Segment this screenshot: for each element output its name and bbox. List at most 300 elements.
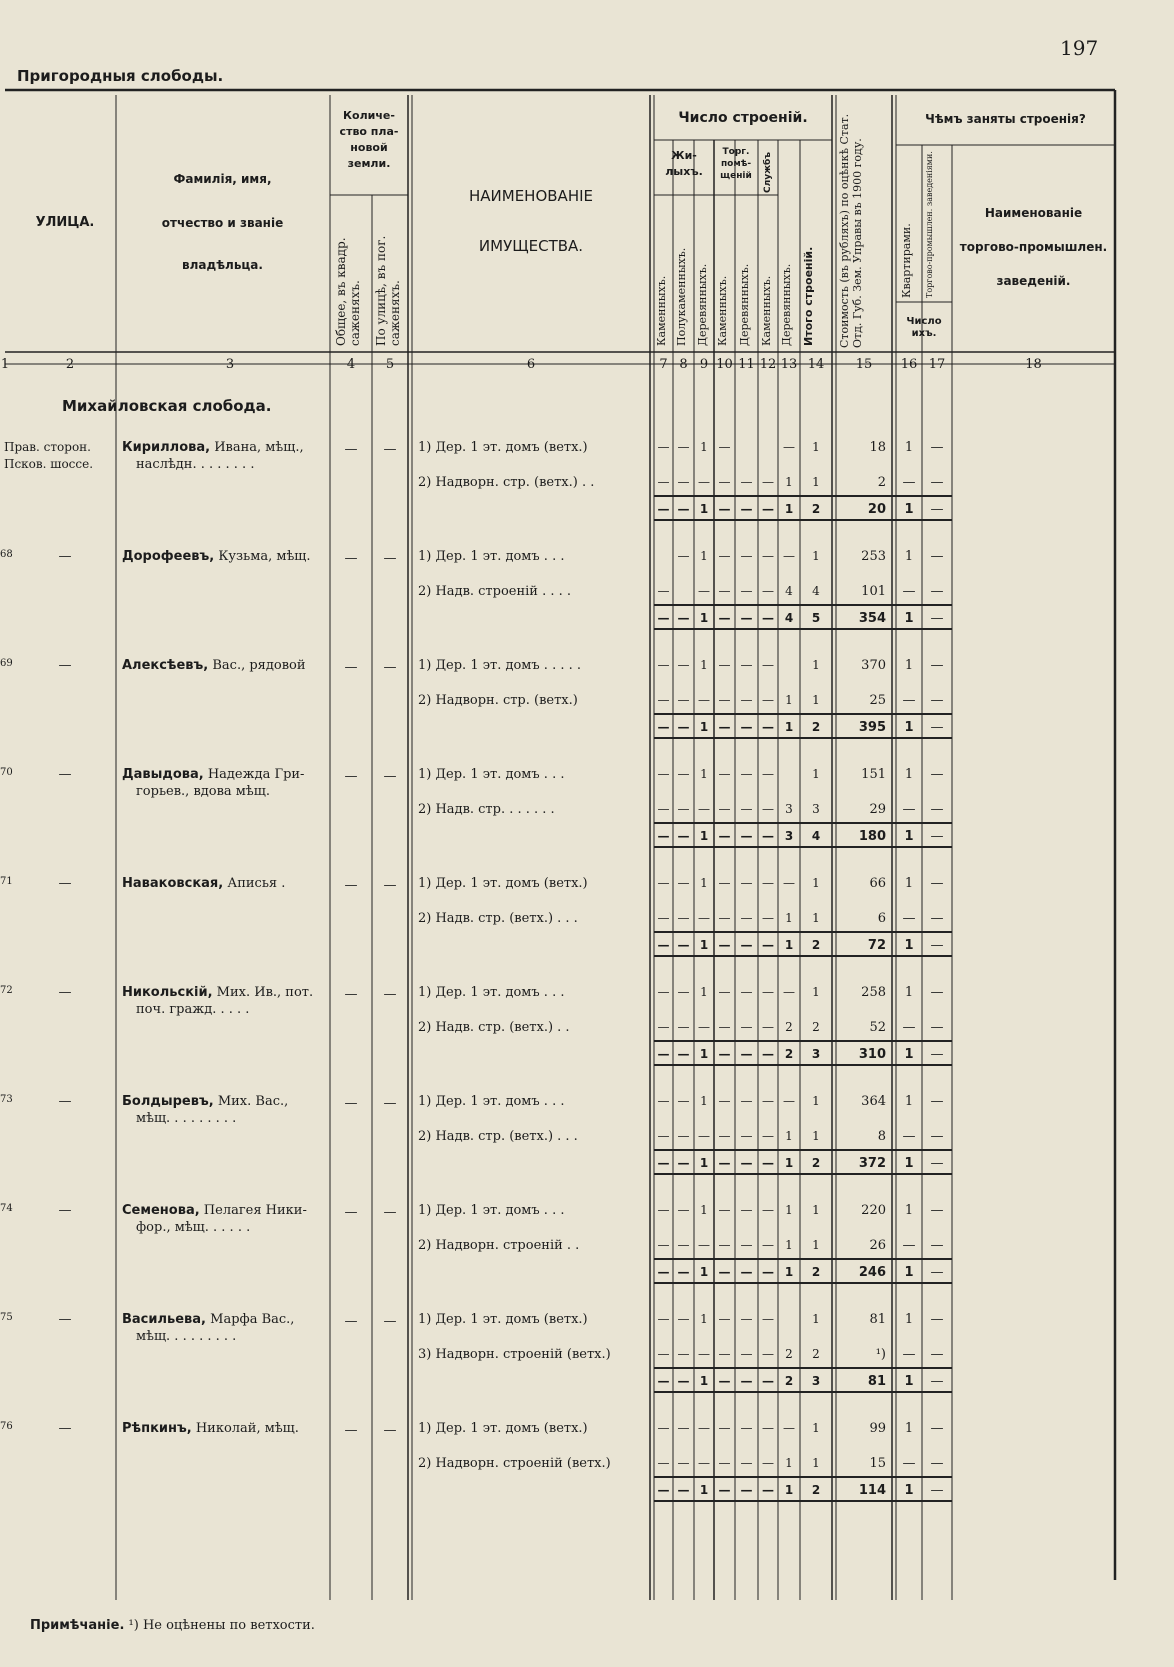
entry-total-col: 1 <box>784 720 794 734</box>
entry-item-col: 2 <box>785 1347 793 1361</box>
entry-land-total: — <box>344 987 358 1002</box>
entry-item-name: 1) Дер. 1 эт. домъ . . . . . <box>418 658 582 673</box>
footnote <box>30 1618 315 1633</box>
entry-number: 68 <box>0 549 13 560</box>
entry-item-col: — <box>698 802 710 816</box>
entry-total-col: 1 <box>784 938 794 952</box>
entry-item-col: — <box>740 876 753 890</box>
entry-item-trade: — <box>930 693 944 708</box>
entry-total-col: — <box>657 1047 670 1061</box>
entry-item-name: 1) Дер. 1 эт. домъ . . . <box>418 1203 565 1218</box>
entry-owner-rest: Марфа Вас., <box>206 1312 295 1327</box>
entry-item-value: 364 <box>861 1094 886 1109</box>
entry-item-trade: — <box>930 584 944 599</box>
entry-item-col: — <box>657 475 670 489</box>
entry-item-col: 1 <box>785 1203 793 1217</box>
entry-total-col: 1 <box>699 611 709 625</box>
entry-item-trade: — <box>930 911 944 926</box>
entry-total-col: — <box>677 502 690 516</box>
entry-street-2: Псков. шоссе. <box>4 457 94 471</box>
entry-item-apartments: — <box>902 802 916 817</box>
entry-item-col: — <box>762 1347 774 1361</box>
entry-item-value: 6 <box>877 911 886 926</box>
entry-owner-line2: наслѣдн. . . . . . . . <box>136 457 255 472</box>
entry-total-col: 1 <box>699 720 709 734</box>
entry-total-col: — <box>740 720 753 734</box>
entry-item-col: 1 <box>812 1312 820 1326</box>
column-number: 4 <box>346 357 356 372</box>
entry-owner-rest: Мих. Вас., <box>213 1094 289 1109</box>
entry-item-apartments: — <box>902 1238 916 1253</box>
entry-total-value: 114 <box>858 1483 886 1498</box>
entry-item-value: 253 <box>861 549 886 564</box>
entry-item-apartments: 1 <box>904 985 914 1000</box>
entry-total-col: — <box>718 502 731 516</box>
entry-total-col: 1 <box>699 1156 709 1170</box>
entry-street: — <box>58 1312 72 1327</box>
entry-total-value: 395 <box>858 720 886 735</box>
entry-item-col: — <box>718 693 731 707</box>
entry-street: — <box>58 658 72 673</box>
entry-item-col: — <box>740 1312 753 1326</box>
entry-owner-surname: Алексѣевъ, <box>122 658 209 673</box>
entry-item-col: — <box>718 911 731 925</box>
entry-street: — <box>58 876 72 891</box>
entry-owner <box>122 1312 294 1327</box>
entry-total-col: 3 <box>811 1374 821 1388</box>
column-number: 14 <box>807 357 825 372</box>
header-wooden-1: Деревянныхъ. <box>696 263 709 346</box>
column-number: 17 <box>928 357 946 372</box>
entry-item-name: 2) Надворн. строеній (ветх.) <box>418 1456 611 1471</box>
entry-total-col: — <box>718 1047 731 1061</box>
entry-item-col: — <box>677 475 690 489</box>
entry-item-apartments: 1 <box>904 1203 914 1218</box>
entry-total-col: 1 <box>699 1483 709 1497</box>
entry-total-col: — <box>677 829 690 843</box>
entry-total-col: — <box>677 1047 690 1061</box>
entry-total-col: — <box>762 720 774 734</box>
entry-total-col: — <box>677 611 690 625</box>
entry-item-trade: — <box>930 1238 944 1253</box>
entry-item-apartments: 1 <box>904 658 914 673</box>
entry-owner-rest: Николай, мѣщ. <box>191 1421 299 1436</box>
entry-owner <box>122 440 304 455</box>
entry-item-name: 1) Дер. 1 эт. домъ . . . <box>418 1094 565 1109</box>
entry-item-col: — <box>718 584 731 598</box>
entry-item-col: 1 <box>700 1094 708 1108</box>
footnote-text: ¹) Не оцѣнены по ветхости. <box>124 1618 315 1633</box>
entry-item-col: — <box>740 1421 753 1435</box>
entry-item-col: — <box>677 1347 690 1361</box>
entry-item-trade: — <box>930 1129 944 1144</box>
entry-item-col: — <box>718 1347 731 1361</box>
entry-total-apartments: 1 <box>904 938 914 953</box>
entry-item-col: 2 <box>812 1347 820 1361</box>
entry-item-col: — <box>657 440 670 454</box>
entry-item-value: 2 <box>877 475 886 490</box>
entry-total-col: 1 <box>699 1265 709 1279</box>
entry-item-col: — <box>677 693 690 707</box>
entry-item-trade: — <box>930 1203 944 1218</box>
entry-item-name: 1) Дер. 1 эт. домъ . . . <box>418 767 565 782</box>
entry-item-value: 258 <box>861 985 886 1000</box>
footnote-label: Примѣчаніе. <box>30 1618 125 1633</box>
entry-item-col: — <box>740 475 753 489</box>
entry-item-value: 101 <box>861 584 886 599</box>
entry-street: — <box>58 767 72 782</box>
entry-item-col: 1 <box>812 1203 820 1217</box>
entry-total-col: — <box>740 829 753 843</box>
entry-item-col: — <box>762 549 774 563</box>
entry-owner-line2: фор., мѣщ. . . . . . <box>136 1220 251 1235</box>
entry-street: — <box>58 549 72 564</box>
entry-item-col: — <box>698 693 710 707</box>
header-trade-est: Торгово-промышлен. заведеніями. <box>925 151 934 298</box>
header-stone-1: Каменныхъ. <box>655 275 668 346</box>
entry-total-col: 3 <box>811 1047 821 1061</box>
entry-total-col: 1 <box>784 1265 794 1279</box>
entry-owner-rest: Пелагея Ники- <box>199 1203 307 1218</box>
entry-item-value: 370 <box>861 658 886 673</box>
entry-item-col: — <box>762 658 774 672</box>
entry-total-trade: — <box>930 1265 944 1280</box>
entry-item-col: — <box>762 475 774 489</box>
entry-item-col: — <box>762 1129 774 1143</box>
entry-item-col: — <box>677 876 690 890</box>
entry-item-value: 99 <box>869 1421 886 1436</box>
entry-total-col: 1 <box>784 1156 794 1170</box>
header-land-total: Общее, въ квадр. саженяхъ. <box>334 237 362 346</box>
entry-item-name: 2) Надворн. стр. (ветх.) <box>418 693 578 708</box>
entry-item-col: — <box>698 1421 710 1435</box>
entry-street: — <box>58 985 72 1000</box>
column-number: 9 <box>699 357 709 372</box>
entry-total-col: 1 <box>699 1047 709 1061</box>
entry-item-col: 4 <box>812 584 820 598</box>
entry-item-name: 1) Дер. 1 эт. домъ (ветх.) <box>418 1312 588 1327</box>
entry-total-trade: — <box>930 938 944 953</box>
entry-item-col: — <box>762 876 774 890</box>
entry-item-col: — <box>698 1020 710 1034</box>
entry-total-col: — <box>740 611 753 625</box>
entry-owner-rest: Вас., рядовой <box>208 658 306 673</box>
header-stone-3: Каменныхъ. <box>760 275 773 346</box>
entry-item-trade: — <box>930 1456 944 1471</box>
entry-item-col: — <box>657 1238 670 1252</box>
entry-total-col: — <box>677 1483 690 1497</box>
entry-total-col: — <box>762 502 774 516</box>
header-occupied: Чѣмъ заняты строенія? <box>925 112 1086 126</box>
entry-street: — <box>58 1421 72 1436</box>
entry-land-total: — <box>344 1096 358 1111</box>
entry-item-col: — <box>677 1203 690 1217</box>
entry-item-col: — <box>740 1238 753 1252</box>
column-number: 2 <box>65 357 75 372</box>
entry-item-value: 15 <box>869 1456 886 1471</box>
entry-item-col: — <box>698 911 710 925</box>
entry-owner-line2: мѣщ. . . . . . . . . <box>136 1111 237 1126</box>
entry-item-col: — <box>740 985 753 999</box>
entry-item-col: 3 <box>812 802 820 816</box>
entry-item-trade: — <box>930 802 944 817</box>
entry-item-col: — <box>783 985 795 999</box>
entry-item-col: — <box>762 1312 774 1326</box>
entry-item-col: — <box>783 1421 795 1435</box>
entry-total-trade: — <box>930 1156 944 1171</box>
entry-item-col: — <box>762 1094 774 1108</box>
entry-total-value: 180 <box>858 829 886 844</box>
header-total-buildings: Итого строеній. <box>802 246 815 346</box>
entry-number: 74 <box>0 1203 13 1214</box>
entry-item-col: — <box>740 1203 753 1217</box>
entry-item-col: — <box>762 1020 774 1034</box>
entry-item-name: 2) Надв. стр. (ветх.) . . <box>418 1020 570 1035</box>
entry-item-col: — <box>783 440 795 454</box>
entry-total-col: — <box>677 720 690 734</box>
entry-item-col: 1 <box>700 876 708 890</box>
entry-item-name: 2) Надв. стр. (ветх.) . . . <box>418 1129 578 1144</box>
entry-item-col: 1 <box>700 549 708 563</box>
entry-item-col: — <box>783 1094 795 1108</box>
entry-total-apartments: 1 <box>904 611 914 626</box>
entry-total-apartments: 1 <box>904 1265 914 1280</box>
entry-item-trade: — <box>930 549 944 564</box>
entry-item-col: — <box>718 802 731 816</box>
entry-owner-rest: Надежда Гри- <box>203 767 305 782</box>
entry-item-col: — <box>762 802 774 816</box>
entry-total-col: — <box>657 938 670 952</box>
entry-item-col: — <box>783 876 795 890</box>
entry-number: 71 <box>0 876 13 887</box>
header-wooden-2: Деревянныхъ. <box>738 263 751 346</box>
entry-total-value: 81 <box>867 1374 886 1389</box>
entry-item-col: — <box>677 1094 690 1108</box>
entry-total-col: — <box>657 829 670 843</box>
column-number: 8 <box>679 357 688 372</box>
entry-item-col: — <box>762 767 774 781</box>
page-number: 197 <box>1060 36 1099 60</box>
entry-total-value: 72 <box>867 938 886 953</box>
entry-item-col: — <box>698 1347 710 1361</box>
entry-item-col: 1 <box>700 985 708 999</box>
entry-item-col: 2 <box>785 1020 793 1034</box>
entry-item-col: — <box>677 985 690 999</box>
entry-item-col: — <box>740 584 753 598</box>
entry-total-col: 2 <box>811 1265 821 1279</box>
entry-item-col: — <box>698 1129 710 1143</box>
entry-item-col: — <box>762 1456 774 1470</box>
entry-item-trade: — <box>930 1020 944 1035</box>
entry-owner-surname: Давыдова, <box>122 767 204 782</box>
entry-item-col: — <box>657 767 670 781</box>
entry-item-col: — <box>740 693 753 707</box>
entry-total-value: 310 <box>858 1047 886 1062</box>
entry-owner-surname: Васильева, <box>122 1312 206 1327</box>
entry-owner-line2: горьев., вдова мѣщ. <box>136 784 270 799</box>
entry-total-col: — <box>677 1265 690 1279</box>
entry-item-col: — <box>677 1312 690 1326</box>
entry-item-trade: — <box>930 1347 944 1362</box>
column-number: 13 <box>780 357 798 372</box>
entry-land-street: — <box>383 1205 397 1220</box>
entry-item-apartments: 1 <box>904 876 914 891</box>
entry-owner-surname: Никольскій, <box>122 985 213 1000</box>
entry-owner-surname: Рѣпкинъ, <box>122 1421 192 1436</box>
entry-item-col: — <box>677 1421 690 1435</box>
entry-total-value: 372 <box>858 1156 886 1171</box>
entry-item-col: — <box>740 802 753 816</box>
entry-item-col: — <box>657 876 670 890</box>
header-property-2: ИМУЩЕСТВА. <box>478 237 584 255</box>
entry-total-col: — <box>677 1374 690 1388</box>
entry-item-col: — <box>657 658 670 672</box>
column-number: 15 <box>855 357 873 372</box>
entry-land-street: — <box>383 878 397 893</box>
entry-item-col: — <box>740 1129 753 1143</box>
entry-street: Прав. сторон. <box>4 440 91 454</box>
entry-item-apartments: — <box>902 475 916 490</box>
entry-total-apartments: 1 <box>904 1047 914 1062</box>
entry-item-value: 151 <box>861 767 886 782</box>
entry-item-col: — <box>657 693 670 707</box>
entry-total-col: — <box>677 938 690 952</box>
entry-total-trade: — <box>930 502 944 517</box>
entry-item-trade: — <box>930 1421 944 1436</box>
entry-item-trade: — <box>930 440 944 455</box>
entry-item-trade: — <box>930 985 944 1000</box>
entry-number: 69 <box>0 658 13 669</box>
header-wooden-3: Деревянныхъ. <box>780 263 793 346</box>
entry-item-col: — <box>677 440 690 454</box>
entry-item-col: 1 <box>812 1238 820 1252</box>
entry-owner-rest: Аписья . <box>223 876 286 891</box>
entry-item-col: — <box>740 1094 753 1108</box>
entry-item-apartments: — <box>902 1347 916 1362</box>
entry-total-col: — <box>740 1047 753 1061</box>
entry-item-col: 3 <box>785 802 793 816</box>
entry-item-value: 81 <box>869 1312 886 1327</box>
entry-item-col: 1 <box>812 1456 820 1470</box>
entry-item-col: — <box>677 1238 690 1252</box>
entry-owner-rest: Кузьма, мѣщ. <box>214 549 311 564</box>
entry-item-col: 1 <box>785 475 793 489</box>
entry-total-col: — <box>657 502 670 516</box>
entry-item-col: — <box>718 1094 731 1108</box>
page-title: Пригородныя слободы. <box>17 67 224 85</box>
entry-item-col: — <box>718 549 731 563</box>
entry-land-total: — <box>344 442 358 457</box>
entry-item-col: — <box>657 1020 670 1034</box>
entry-total-apartments: 1 <box>904 1156 914 1171</box>
entry-item-name: 3) Надворн. строеній (ветх.) <box>418 1347 611 1362</box>
entry-item-apartments: — <box>902 911 916 926</box>
entry-total-col: — <box>718 1374 731 1388</box>
entry-total-apartments: 1 <box>904 720 914 735</box>
entry-item-col: — <box>677 658 690 672</box>
entry-item-apartments: — <box>902 584 916 599</box>
entry-owner-surname: Дорофеевъ, <box>122 549 215 564</box>
header-residential: Жи- лыхъ. <box>665 149 703 178</box>
entry-owner <box>122 1421 299 1436</box>
entry-total-col: — <box>740 1265 753 1279</box>
column-number: 1 <box>0 357 10 372</box>
column-number: 18 <box>1025 357 1042 372</box>
entry-item-col: — <box>718 1020 731 1034</box>
entry-item-col: — <box>657 911 670 925</box>
entry-owner-surname: Кириллова, <box>122 440 211 455</box>
entry-item-col: — <box>740 1456 753 1470</box>
entry-item-col: — <box>657 802 670 816</box>
entry-item-col: — <box>718 1238 731 1252</box>
entry-owner <box>122 549 311 564</box>
entry-total-col: 2 <box>784 1047 794 1061</box>
column-number: 10 <box>716 357 733 372</box>
entry-item-col: 1 <box>785 1456 793 1470</box>
entry-item-col: — <box>657 1129 670 1143</box>
entry-item-col: 1 <box>785 1129 793 1143</box>
entry-number: 76 <box>0 1421 13 1432</box>
entry-owner <box>122 1203 307 1218</box>
entry-item-col: 1 <box>700 440 708 454</box>
entry-total-col: 1 <box>784 502 794 516</box>
entry-land-total: — <box>344 878 358 893</box>
entry-total-col: — <box>657 720 670 734</box>
entry-item-value: 26 <box>869 1238 886 1253</box>
entry-item-col: — <box>657 1094 670 1108</box>
entry-owner-surname: Болдыревъ, <box>122 1094 214 1109</box>
entry-item-col: — <box>718 475 731 489</box>
entry-item-col: 1 <box>812 1094 820 1108</box>
entry-total-value: 246 <box>858 1265 886 1280</box>
entry-total-col: — <box>740 502 753 516</box>
entry-total-col: 5 <box>811 611 821 625</box>
entry-item-name: 1) Дер. 1 эт. домъ (ветх.) <box>418 1421 588 1436</box>
entry-item-trade: — <box>930 1094 944 1109</box>
entry-total-col: — <box>762 938 774 952</box>
entry-item-apartments: 1 <box>904 1312 914 1327</box>
entry-land-total: — <box>344 769 358 784</box>
entry-land-street: — <box>383 551 397 566</box>
entry-total-col: — <box>762 829 774 843</box>
entry-item-col: 1 <box>700 767 708 781</box>
entry-total-col: — <box>718 1265 731 1279</box>
entry-total-col: — <box>740 938 753 952</box>
entry-item-apartments: — <box>902 1020 916 1035</box>
entry-total-col: — <box>657 1374 670 1388</box>
entry-owner-line2: мѣщ. . . . . . . . . <box>136 1329 237 1344</box>
entry-number: 75 <box>0 1312 13 1323</box>
entry-item-col: — <box>718 1421 731 1435</box>
entry-total-col: — <box>762 1047 774 1061</box>
entry-item-col: — <box>677 1129 690 1143</box>
entry-item-col: — <box>657 985 670 999</box>
entry-total-col: — <box>762 611 774 625</box>
entry-item-col: 1 <box>785 693 793 707</box>
entry-total-col: 2 <box>811 1156 821 1170</box>
header-stone-2: Каменныхъ. <box>716 275 729 346</box>
entry-item-name: 2) Надв. строеній . . . . <box>418 584 572 599</box>
entry-item-trade: — <box>930 876 944 891</box>
column-number: 5 <box>385 357 395 372</box>
entry-item-col: — <box>698 584 710 598</box>
entry-total-col: — <box>657 1483 670 1497</box>
header-owner-1: Фамилія, имя, <box>173 172 272 186</box>
entry-item-col: 1 <box>812 876 820 890</box>
header-street: УЛИЦА. <box>35 215 95 230</box>
entry-item-value: 29 <box>869 802 886 817</box>
entry-item-col: — <box>762 1421 774 1435</box>
